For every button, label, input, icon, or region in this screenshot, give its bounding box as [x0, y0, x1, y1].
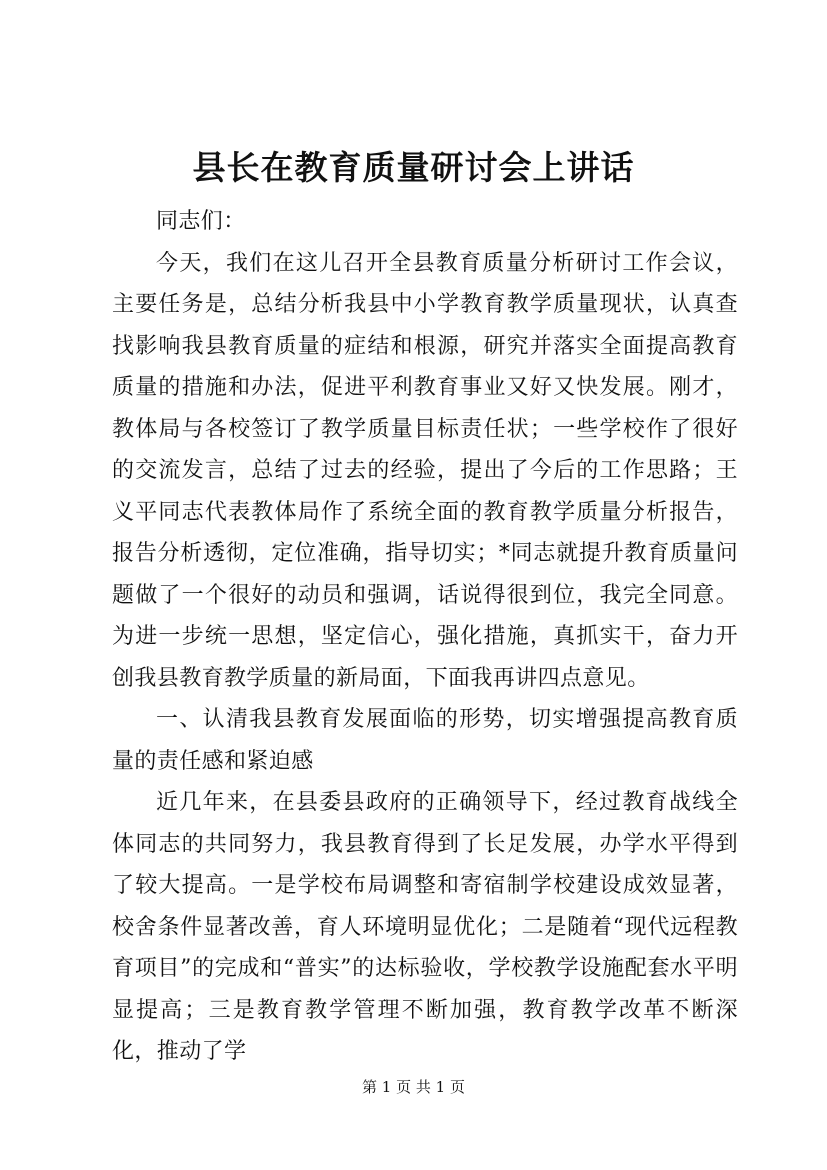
document-body — [112, 201, 738, 1073]
greeting-paragraph: 同志们： — [156, 209, 246, 234]
body-paragraph-2: 近几年来，在县委县政府的正确领导下，经过教育战线全体同志的共同努力，我县教育得到了长足发展，办学水平得到了较大提高。一是学校布局调整和寄宿制学校建设成效显著，校舍条件显著改善，育人环境明显优化；二是随着“现代远程教育项目”的完成和“普实”的达标验收，学校教学设施配套水平明显提高；三是教育教学管理不断加强，教育教学改革不断深化，推动了学 — [112, 790, 738, 1064]
page-footer: 第 1 页 共 1 页 — [362, 1078, 465, 1096]
body-paragraph-1: 今天，我们在这儿召开全县教育质量分析研讨工作会议，主要任务是，总结分析我县中小学教育教学质量现状，认真查找影响我县教育质量的症结和根源，研究并落实全面提高教育质量的措施和办法，促进平利教育事业又好又快发展。刚才，教体局与各校签订了教学质量目标责任状；一些学校作了很好的交流发言，总结了过去的经验，提出了今后的工作思路；王义平同志代表教体局作了系统全面的教育教学质量分析报告，报告分析透彻，定位准确，指导切实；*同志就提升教育质量问题做了一个很好的动员和强调，话说得很到位，我完全同意。为进一步统一思想，坚定信心，强化措施，真抓实干，奋力开创我县教育教学质量的新局面，下面我再讲四点意见。 — [112, 250, 738, 691]
section-heading-1: 一、认清我县教育发展面临的形势，切实增强提高教育质量的责任感和紧迫感 — [112, 707, 738, 774]
document-title: 县长在教育质量研讨会上讲话 — [192, 148, 635, 187]
